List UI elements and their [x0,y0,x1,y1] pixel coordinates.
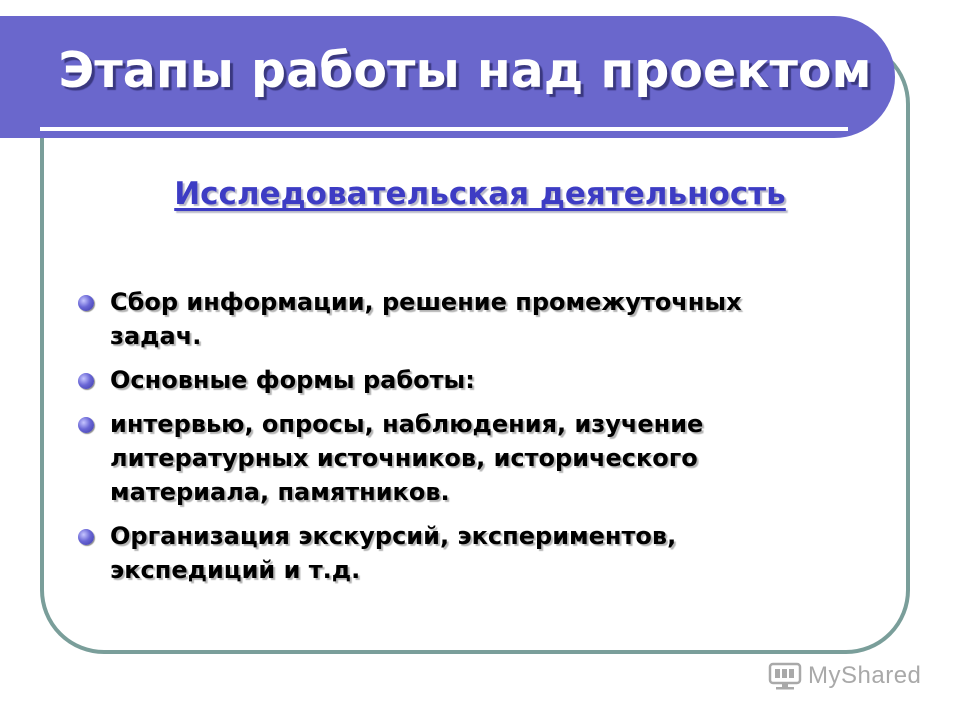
bullet-item [72,519,832,587]
bullet-dot-icon [78,417,94,433]
slide-title: Этапы работы над проектом [58,42,872,99]
watermark-text: MyShared [808,662,922,689]
bullet-dot-icon [78,295,94,311]
section-subtitle: Исследовательская деятельность [174,176,786,212]
bullet-text: Сбор информации, решение промежуточных задач. [110,288,742,350]
title-underline [40,127,848,131]
bullet-text: Основные формы работы: [110,366,475,394]
bullet-text: Организация экскурсий, экспериментов, экспедиций и т.д. [110,522,677,584]
bullet-dot-icon [78,373,94,389]
bullet-item [72,285,832,353]
bullet-list [72,285,832,597]
bullet-dot-icon [78,529,94,545]
presentation-board-icon [768,661,802,691]
bullet-text: интервью, опросы, наблюдения, изучение литературных источников, исторического материала, памятников. [110,410,704,506]
bullet-item [72,407,832,509]
bullet-item [72,363,832,397]
watermark [768,656,921,696]
